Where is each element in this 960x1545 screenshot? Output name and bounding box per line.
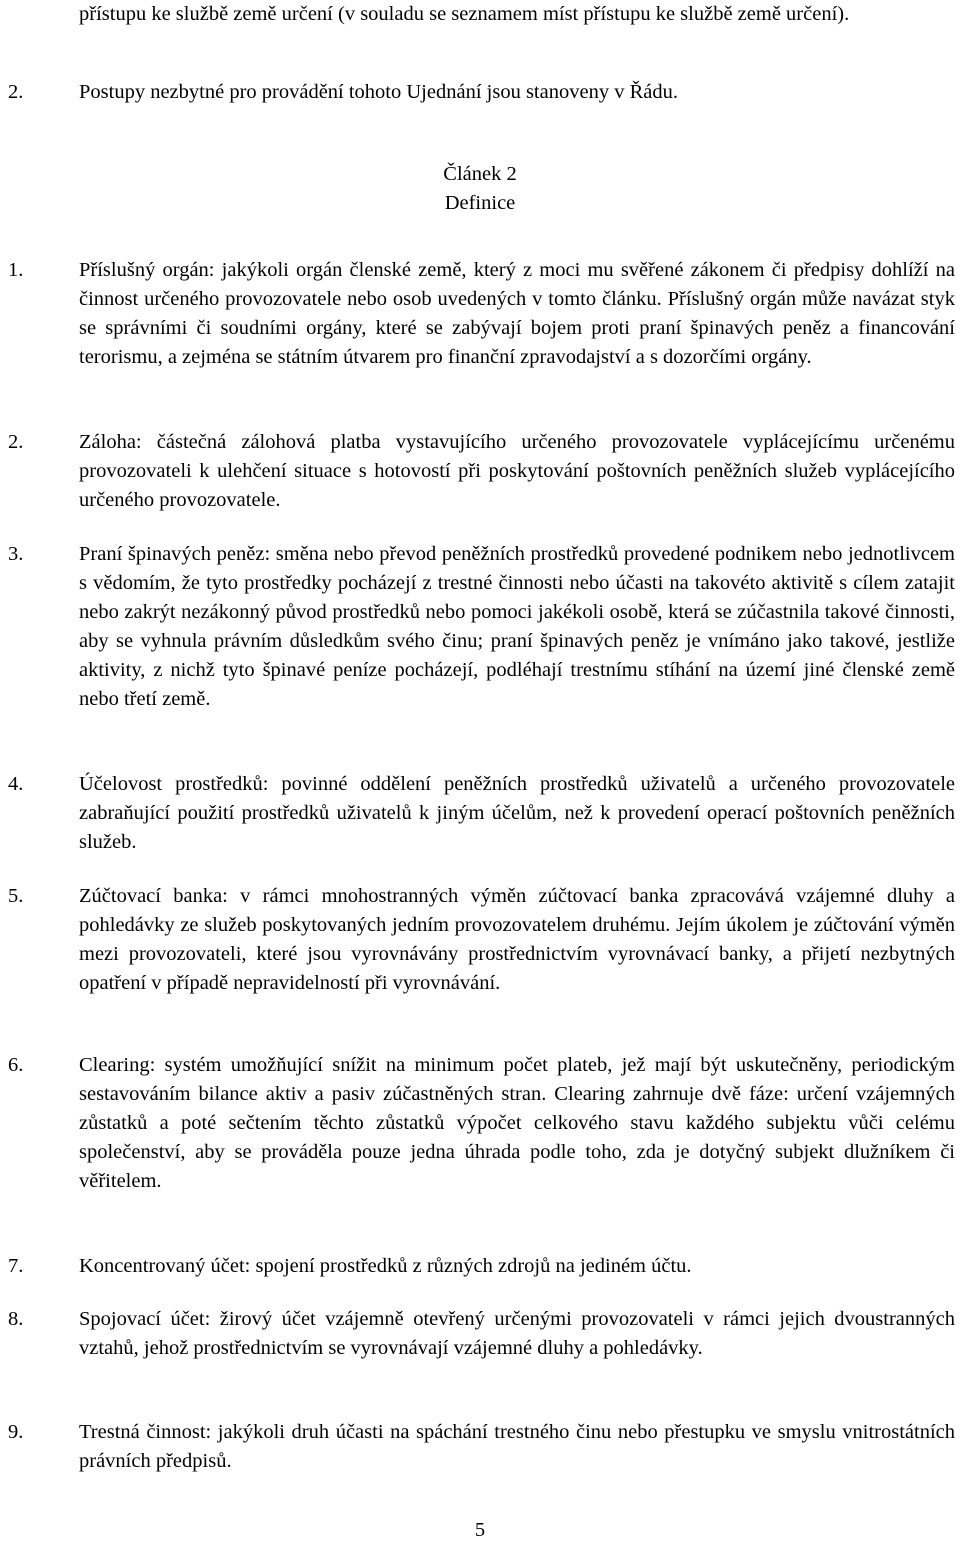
definition-item-3 bbox=[0, 540, 955, 714]
definition-item-4 bbox=[0, 770, 955, 857]
definition-number: 1. bbox=[8, 259, 24, 281]
definition-item-2 bbox=[0, 428, 955, 515]
page-number: 5 bbox=[474, 1519, 486, 1541]
definition-text: Spojovací účet: žirový účet vzájemně otevřený určenými provozovateli v rámci jejich dvoustranných vztahů, jehož prostřednictvím se vyrovnávají vzájemné dluhy a pohledávky. bbox=[79, 1308, 955, 1359]
definition-number: 5. bbox=[8, 885, 24, 907]
definition-text: Koncentrovaný účet: spojení prostředků z různých zdrojů na jediném účtu. bbox=[79, 1255, 692, 1277]
definition-text: Trestná činnost: jakýkoli druh účasti na spáchání trestného činu nebo přestupku ve smyslu vnitrostátních právních předpisů. bbox=[79, 1421, 955, 1472]
definition-number: 2. bbox=[8, 431, 24, 453]
definition-number: 7. bbox=[8, 1255, 24, 1277]
article-subtitle: Definice bbox=[444, 192, 516, 214]
article-title: Článek 2 bbox=[443, 163, 517, 185]
definition-text: Zúčtovací banka: v rámci mnohostranných výměn zúčtovací banka zpracovává vzájemné dluhy a pohledávky ze služeb poskytovaných jedním provozovatelem druhému. Jejím úkolem je zúčtování výměn mezi provozovateli, které jsou vyrovnávány prostřednictvím vyrovnávací banky, a přijetí nezbytných opatření v případě nepravidelností při vyrovnávání. bbox=[79, 885, 955, 994]
definition-text: Clearing: systém umožňující snížit na minimum počet plateb, jež mají být uskutečněny, periodickým sestavováním bilance aktiv a pasiv zúčastněných stran. Clearing zahrnuje dvě fáze: určení vzájemných zůstatků a poté sečtením těchto zůstatků výpočet celkového stavu každého subjektu vůči celému společenství, aby se prováděla pouze jedna úhrada podle toho, zda je dotyčný subjekt dlužníkem či věřitelem. bbox=[79, 1054, 955, 1192]
intro-continuation: přístupu ke službě země určení (v souladu se seznamem míst přístupu ke službě země určení). bbox=[79, 3, 850, 25]
article1-item-2 bbox=[0, 78, 955, 107]
definition-number: 9. bbox=[8, 1421, 24, 1443]
definition-text: Příslušný orgán: jakýkoli orgán členské země, který z moci mu svěřené zákonem či předpisy dohlíží na činnost určeného provozovatele nebo osob uvedených v tomto článku. Příslušný orgán může navázat styk se správními či soudními orgány, které se zabývají bojem proti praní špinavých peněz a financování terorismu, a zejména se státním útvarem pro finanční zpravodajství a s dozorčími orgány. bbox=[79, 259, 955, 368]
definition-item-7 bbox=[0, 1252, 955, 1281]
definition-text: Účelovost prostředků: povinné oddělení peněžních prostředků uživatelů a určeného provozovatele zabraňující použití prostředků uživatelů k jiným účelům, než k provedení operací poštovních peněžních služeb. bbox=[79, 773, 955, 853]
definition-item-9 bbox=[0, 1418, 955, 1476]
definition-item-1 bbox=[0, 256, 955, 372]
definition-item-5 bbox=[0, 882, 955, 998]
definition-text: Praní špinavých peněz: směna nebo převod peněžních prostředků provedené podnikem nebo jednotlivcem s vědomím, že tyto prostředky pocházejí z trestné činnosti nebo účasti na takovéto aktivitě s cílem zatajit nebo zakrýt nezákonný původ prostředků nebo pomoci jakékoli osobě, která se zúčastnila takové činnosti, aby se vyhnula právním důsledkům svého činu; praní špinavých peněz je vnímáno jako takové, jestliže aktivity, z nichž tyto špinavé peníze pocházejí, podléhají trestnímu stíhání na území jiné členské země nebo třetí země. bbox=[79, 543, 955, 710]
definition-number: 8. bbox=[8, 1308, 24, 1330]
definition-number: 4. bbox=[8, 773, 24, 795]
definition-item-8 bbox=[0, 1305, 955, 1363]
definition-item-6 bbox=[0, 1051, 955, 1196]
definition-number: 3. bbox=[8, 543, 24, 565]
item-text: Postupy nezbytné pro provádění tohoto Ujednání jsou stanoveny v Řádu. bbox=[79, 81, 678, 103]
definition-number: 6. bbox=[8, 1054, 24, 1076]
definition-text: Záloha: částečná zálohová platba vystavujícího určeného provozovatele vyplácejícímu určenému provozovateli k ulehčení situace s hotovostí při poskytování poštovních peněžních služeb vyplácejícího určeného provozovatele. bbox=[79, 431, 955, 511]
item-number: 2. bbox=[8, 81, 24, 103]
